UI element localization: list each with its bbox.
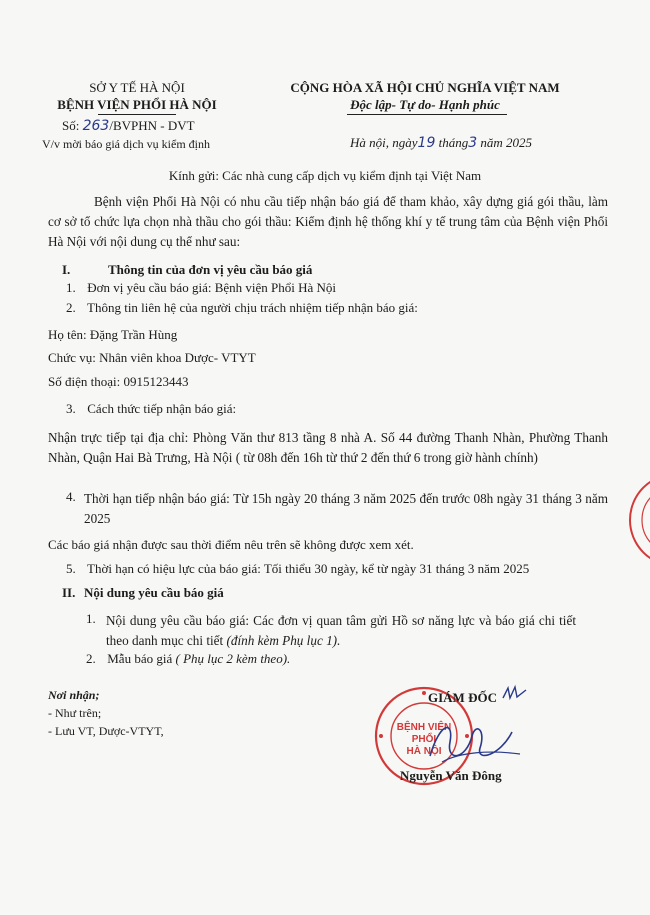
contact-name: Họ tên: Đặng Trần Hùng [48,327,178,342]
document-subject: V/v mời báo giá dịch vụ kiểm định [42,137,210,151]
stamp-line-2: PHỔI [411,734,437,745]
item-text: Nội dung yêu cầu báo giá: Các đơn vị quan tâm gửi Hồ sơ năng lực và báo giá chi tiết theo danh mục chi tiết [106,613,576,648]
late-submission-note: Các báo giá nhận được sau thời điểm nêu trên sẽ không được xem xét. [48,537,414,552]
section-2-item-1-number: 1. [86,611,96,626]
section-1-item-5 [66,561,529,577]
edge-stamp [626,470,650,570]
item-text: Thời hạn có hiệu lực của báo giá: Tối thiểu 30 ngày, kể từ ngày 31 tháng 3 năm 2025 [87,561,530,576]
intro-paragraph: Bệnh viện Phổi Hà Nội có nhu cầu tiếp nhận báo giá để tham khảo, xây dựng giá gói thầu, làm cơ sở tổ chức lựa chọn nhà thầu cho gói thầu: Kiểm định hệ thống khí y tế trung tâm của Bệnh viện Phổi Hà Nội với nội dung cụ thể như sau: [48,194,608,249]
date-month: 3 [468,135,478,151]
initial-mark-icon [500,684,530,704]
handwritten-signature-icon [420,712,530,772]
section-2-numeral: II. [62,585,76,600]
receiving-address: Nhận trực tiếp tại địa chỉ: Phòng Văn thư 813 tầng 8 nhà A. Số 44 đường Thanh Nhàn, Phường Thanh Nhàn, Quận Hai Bà Trưng, Hà Nội ( từ 08h đến 16h từ thứ 2 đến thứ 6 trong giờ hành chính) [48,430,608,465]
date-day: 19 [417,135,436,151]
document-number [62,118,195,134]
department-name: SỞ Y TẾ HÀ NỘI [89,80,185,95]
signatory-name: Nguyễn Văn Đông [400,768,502,783]
motto: Độc lập- Tự do- Hạnh phúc [350,97,500,112]
item-italic-note: (đính kèm Phụ lục 1). [226,633,341,648]
item-text: Thông tin liên hệ của người chịu trách nhiệm tiếp nhận báo giá: [87,300,418,315]
item-text: Cách thức tiếp nhận báo giá: [87,401,237,416]
signature-title: GIÁM ĐỐC [428,690,497,705]
number-prefix: Số: [62,118,80,133]
stamp-line-3: HÀ NỘI [406,746,442,757]
section-1-item-4-number: 4. [66,489,76,504]
contact-position: Chức vụ: Nhân viên khoa Dược- VTYT [48,350,256,365]
item-number: 1. [66,280,76,295]
motto-underline [347,114,507,115]
section-2-item-2 [86,651,290,667]
issue-date [350,135,532,151]
number-suffix: /BVPHN - DVT [109,118,195,133]
item-text: Đơn vị yêu cầu báo giá: Bệnh viện Phổi Hà Nội [87,280,337,295]
addressee-line: Kính gửi: Các nhà cung cấp dịch vụ kiểm định tại Việt Nam [168,168,482,183]
section-2-title: Nội dung yêu cầu báo giá [84,585,224,600]
item-text: Mẫu báo giá [107,651,173,666]
item-number: 2. [66,300,76,315]
item-number: 3. [66,401,76,416]
date-month-label: tháng [438,135,469,150]
stamp-line-1: BỆNH VIỆN [396,722,452,733]
item-number: 5. [66,561,76,576]
section-1-item-2 [66,300,418,316]
date-year: năm 2025 [480,135,533,150]
hospital-underline [98,114,176,115]
section-1-title: Thông tin của đơn vị yêu cầu báo giá [108,262,313,277]
date-prefix: Hà nội, ngày [350,135,418,150]
recipient-line-2: - Lưu VT, Dược-VTYT, [48,724,164,738]
item-number: 2. [86,651,96,666]
recipients-label: Nơi nhận; [48,688,100,702]
hospital-name: BỆNH VIỆN PHỔI HÀ NỘI [57,97,217,112]
section-2-item-1 [106,611,576,651]
recipient-line-1: - Như trên; [48,706,102,720]
section-1-numeral: I. [62,262,71,277]
item-italic-note: ( Phụ lục 2 kèm theo). [175,651,291,666]
contact-phone: Số điện thoại: 0915123443 [48,374,189,389]
nation-title: CỘNG HÒA XÃ HỘI CHỦ NGHĨA VIỆT NAM [290,80,560,95]
section-1-item-4: Thời hạn tiếp nhận báo giá: Từ 15h ngày 20 tháng 3 năm 2025 đến trước 08h ngày 31 tháng 3 năm 2025 [84,491,608,526]
section-1-item-3 [66,401,236,417]
section-1-item-1 [66,280,336,296]
number-value: 263 [82,118,110,134]
